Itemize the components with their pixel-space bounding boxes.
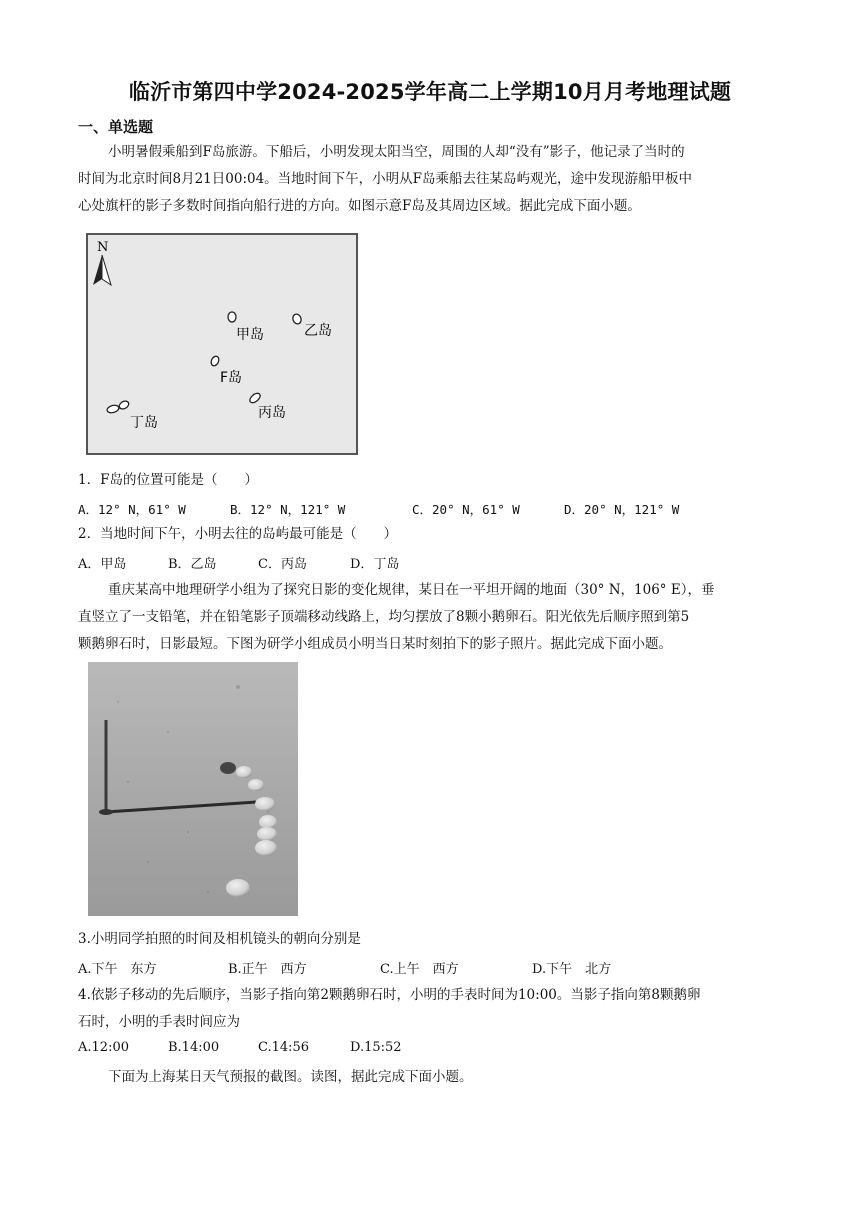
section-heading: 一、单选题	[78, 118, 154, 136]
yi-island-shape	[292, 313, 303, 325]
q3-stem: 3.小明同学拍照的时间及相机镜头的朝向分别是	[78, 931, 361, 947]
passage1-line3: 心处旗杆的影子多数时间指向船行进的方向。如图示意F岛及其周边区域。据此完成下面小题。	[78, 198, 641, 214]
passage2-line2: 直竖立了一支铅笔，并在铅笔影子顶端移动线路上，均匀摆放了8颗小鹅卵石。阳光依先后顺序照到第5	[78, 609, 690, 625]
q2-option-a[interactable]: A．甲岛	[78, 557, 127, 572]
jia-island-shape	[228, 312, 236, 322]
q4-line1: 4.依影子移动的先后顺序，当影子指向第2颗鹅卵石时，小明的手表时间为10:00。当影子指向第8颗鹅卵	[78, 987, 701, 1003]
shadow-photo-svg	[88, 662, 298, 916]
q4-line2: 石时，小明的手表时间应为	[78, 1014, 240, 1030]
q2-option-d[interactable]: D．丁岛	[350, 557, 400, 572]
q1-option-d[interactable]: D．20° N，121° W	[564, 502, 680, 517]
pebble	[255, 797, 275, 811]
pebble	[220, 762, 236, 774]
island-map-svg	[88, 235, 356, 453]
pebble	[259, 815, 277, 829]
q1-option-b[interactable]: B．12° N，121° W	[230, 502, 346, 517]
q1-option-c[interactable]: C．20° N，61° W	[412, 502, 520, 517]
passage2-line3: 颗鹅卵石时，日影最短。下图为研学小组成员小明当日某时刻拍下的影子照片。据此完成下面小题。	[78, 636, 672, 652]
q3-option-b[interactable]: B.正午 西方	[228, 962, 307, 977]
f-island-label: F岛	[220, 370, 243, 386]
pebble	[236, 766, 252, 778]
passage3: 下面为上海某日天气预报的截图。读图，据此完成下面小题。	[108, 1069, 473, 1085]
q1-stem: 1．F岛的位置可能是（ ）	[78, 472, 258, 488]
q3-option-a[interactable]: A.下午 东方	[78, 962, 157, 977]
q2-stem: 2．当地时间下午，小明去往的岛屿最可能是（ ）	[78, 526, 398, 542]
q4-option-b[interactable]: B.14:00	[168, 1040, 220, 1055]
page-title: 临沂市第四中学2024-2025学年高二上学期10月月考地理试题	[128, 80, 732, 104]
ding-island-shape	[106, 399, 130, 413]
passage2-line1: 重庆某高中地理研学小组为了探究日影的变化规律，某日在一平坦开阔的地面（30° N，106° E），垂	[108, 582, 715, 598]
passage1-line1: 小明暑假乘船到F岛旅游。下船后，小明发现太阳当空，周围的人却“没有”影子，他记录了当时的	[108, 144, 685, 160]
jia-island-label: 甲岛	[236, 327, 264, 343]
pebble	[248, 779, 264, 791]
q3-option-c[interactable]: C.上午 西方	[380, 962, 459, 977]
passage1-line2: 时间为北京时间8月21日00:04。当地时间下午，小明从F岛乘船去往某岛屿观光，途中发现游船甲板中	[78, 171, 693, 187]
bing-island-shape	[248, 391, 262, 404]
island-map	[86, 233, 358, 455]
q2-option-c[interactable]: C．丙岛	[258, 557, 307, 572]
q4-option-c[interactable]: C.14:56	[258, 1040, 310, 1055]
north-arrow-icon	[93, 255, 111, 285]
yi-island-label: 乙岛	[304, 323, 332, 339]
pebble	[226, 879, 250, 897]
ground-surface	[88, 662, 298, 916]
f-island-shape	[210, 355, 221, 367]
q2-option-b[interactable]: B．乙岛	[168, 557, 217, 572]
q1-option-a[interactable]: A．12° N，61° W	[78, 502, 186, 517]
shadow-photo	[88, 662, 298, 916]
north-label: N	[97, 240, 109, 255]
q4-option-d[interactable]: D.15:52	[350, 1040, 402, 1055]
q4-option-a[interactable]: A.12:00	[78, 1040, 129, 1055]
q3-option-d[interactable]: D.下午 北方	[532, 962, 612, 977]
bing-island-label: 丙岛	[258, 405, 286, 421]
pebble	[257, 827, 277, 841]
ding-island-label: 丁岛	[130, 415, 158, 431]
pencil-base	[99, 809, 113, 815]
pebble	[255, 840, 277, 856]
